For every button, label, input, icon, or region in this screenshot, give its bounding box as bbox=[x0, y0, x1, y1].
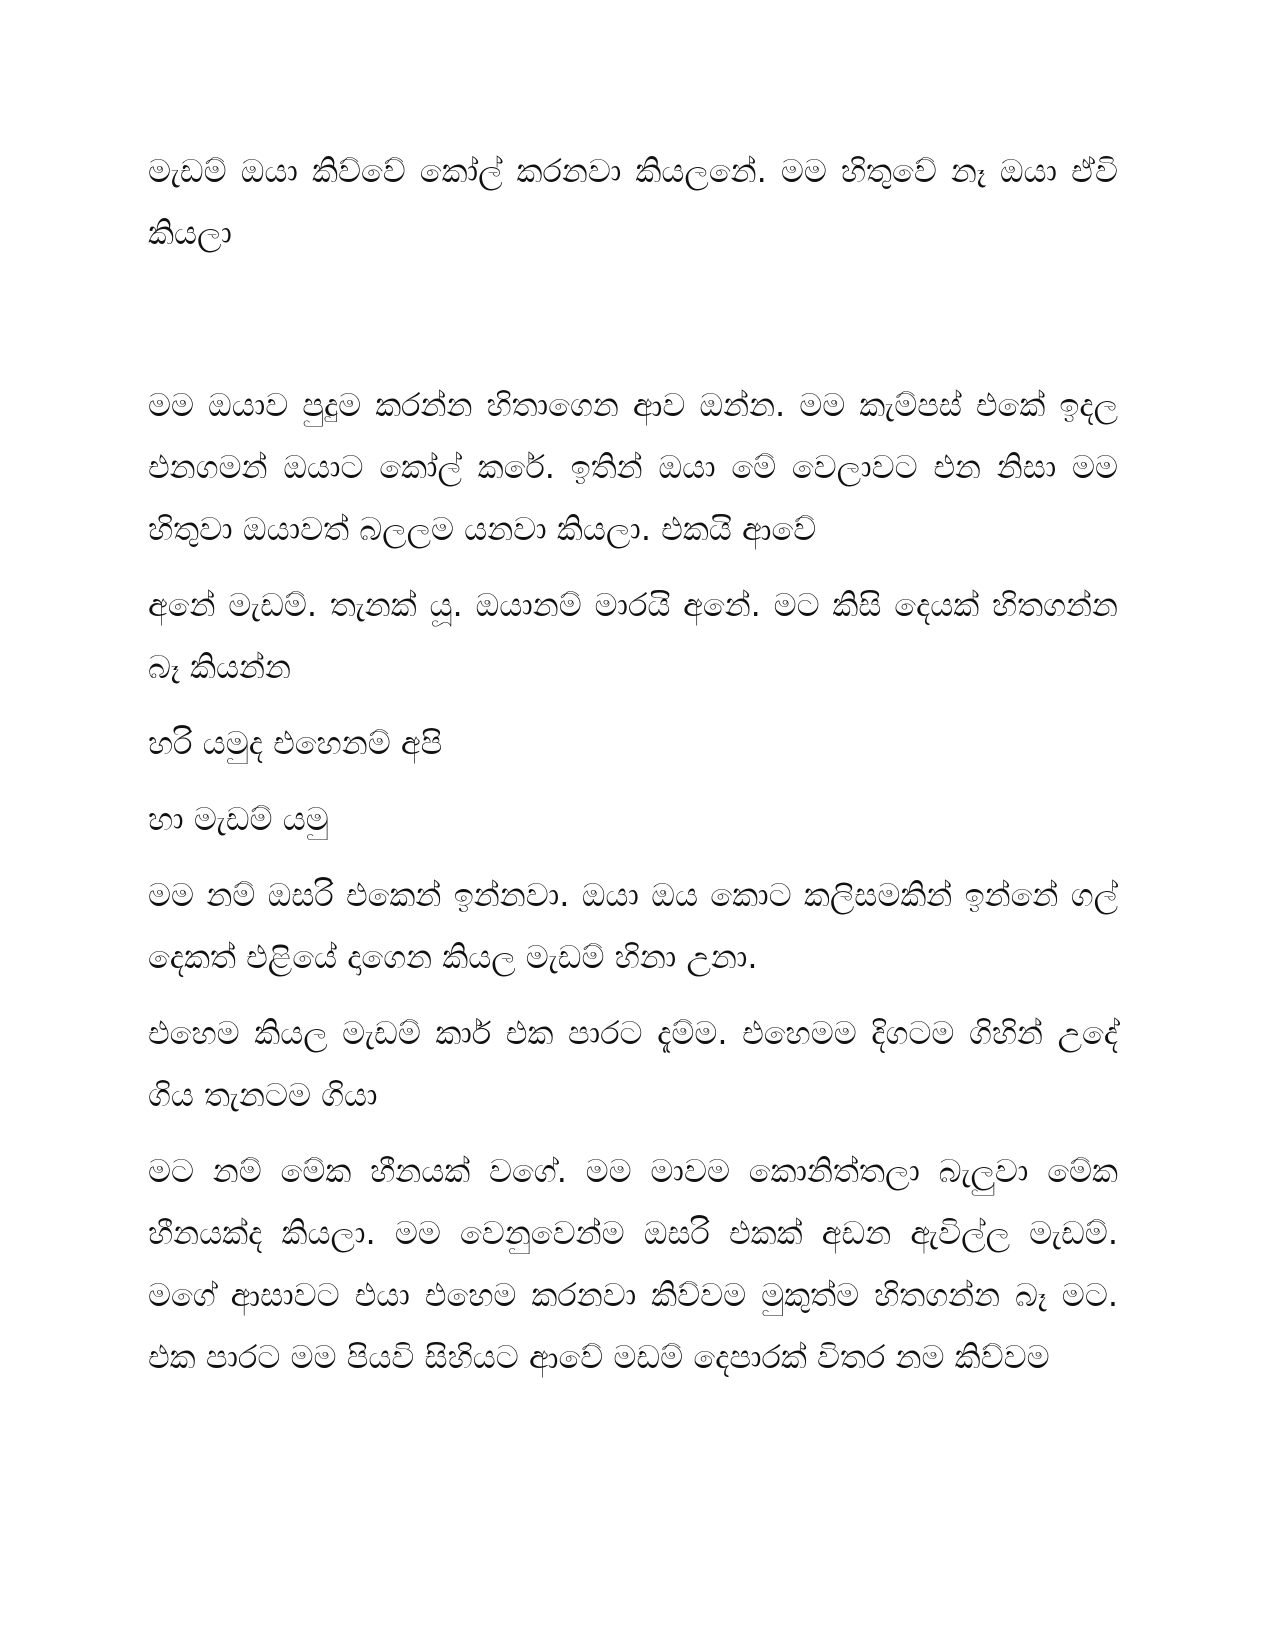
document-body bbox=[148, 140, 1118, 1402]
paragraph-1: මැඩම් ඔයා කිව්වේ කෝල් කරනවා කියලනේ. මම හිතුවේ නෑ ඔයා ඒවි කියලා bbox=[148, 152, 1118, 252]
paragraph-2: මම ඔයාව පුදුම කරන්න හිතාගෙන ආව ඔන්න. මම කැම්පස් එකේ ඉදල එනගමන් ඔයාට කෝල් කරේ. ඉතින් ඔයා මේ වෙලාවට එන නිසා මම හිතුවා ඔයාවත් බලලම යනවා කියලා. එකයි ආවේ bbox=[148, 386, 1118, 548]
paragraph-4: හරි යමුද එහෙනම් අපි bbox=[148, 724, 443, 762]
paragraph-7: එහෙම කියල මැඩම් කාර් එක පාරට දැම්ම. එහෙමම දිගටම ගිහින් උදේ ගිය තැනටම ගියා bbox=[148, 1014, 1118, 1114]
paragraph-8: මට නම් මේක හීනයක් වගේ. මම මාවම කොනිත්තලා බැලුවා මේක හීනයක්ද කියලා. මම වෙනුවෙන්ම ඔසරි එකක් අඩන ඇවිල්ල මැඩම්. මගේ ආසාවට එයා එහෙම කරනවා කිව්වම මුකුත්ම හිතගන්න බෑ මට. එක පාරට මම පියවි සිහියට ආවේ මඩම් දෙපාරක් විතර නම කිව්වම bbox=[148, 1152, 1118, 1376]
paragraph-3: අනේ මැඩම්. තැනක් යූ. ඔයානම් මාරයි අනේ. මට කිසි දෙයක් හිතගන්න බෑ කියන්න bbox=[148, 586, 1118, 686]
paragraph-6: මම නම් ඔසරි එකෙන් ඉන්නවා. ඔයා ඔය කොට කලිසමකින් ඉන්නේ ගල් දෙකත් එළියේ දාගෙන කියල මැඩම් හිනා උනා. bbox=[148, 876, 1118, 976]
paragraph-5: හා මැඩම් යමු bbox=[148, 800, 329, 838]
